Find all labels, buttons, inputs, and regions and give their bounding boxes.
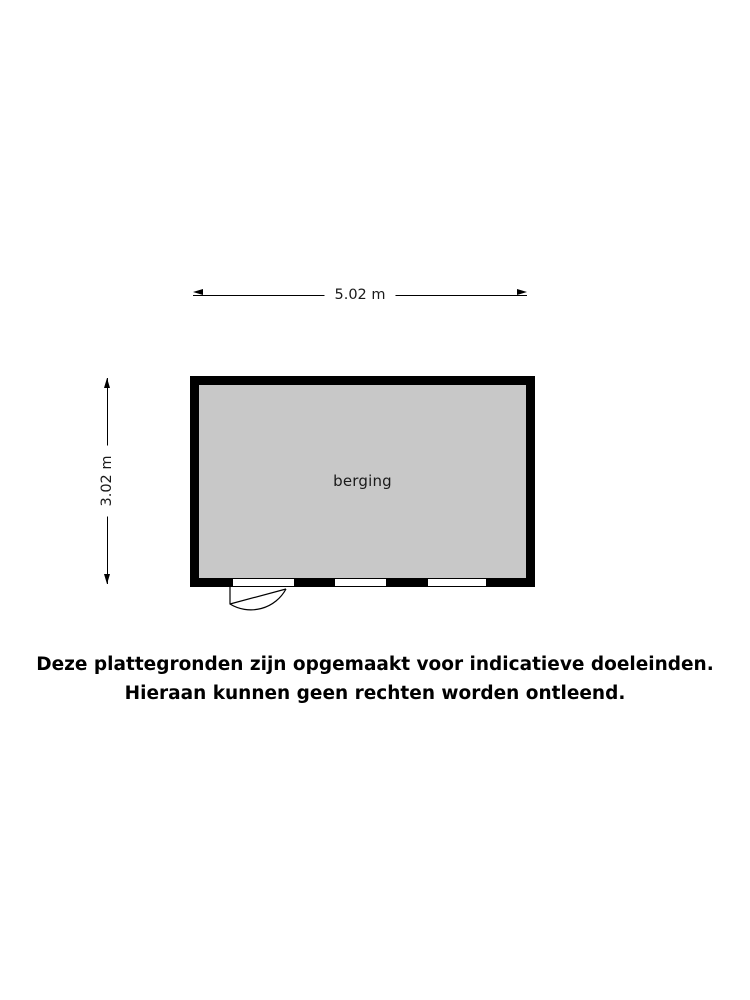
- room-label: berging: [333, 472, 392, 490]
- disclaimer-line-2: Hieraan kunnen geen rechten worden ontleend.: [124, 683, 626, 704]
- dimension-height-arrow-bottom: [104, 574, 110, 584]
- dimension-height: [94, 378, 120, 584]
- wall-opening-right: [428, 578, 486, 587]
- dimension-width-label: 5.02 m: [324, 284, 395, 306]
- disclaimer-line-1: Deze plattegronden zijn opgemaakt voor indicatieve doeleinden.: [36, 654, 714, 675]
- dimension-height-label: 3.02 m: [97, 445, 117, 516]
- dimension-width: [193, 284, 527, 308]
- dimension-width-arrow-left: [193, 289, 203, 295]
- door-swing-icon: [228, 578, 290, 618]
- disclaimer-text: [0, 650, 750, 708]
- wall-opening-center: [335, 578, 386, 587]
- dimension-height-arrow-top: [104, 378, 110, 388]
- room-berging: [190, 376, 535, 587]
- dimension-width-arrow-right: [517, 289, 527, 295]
